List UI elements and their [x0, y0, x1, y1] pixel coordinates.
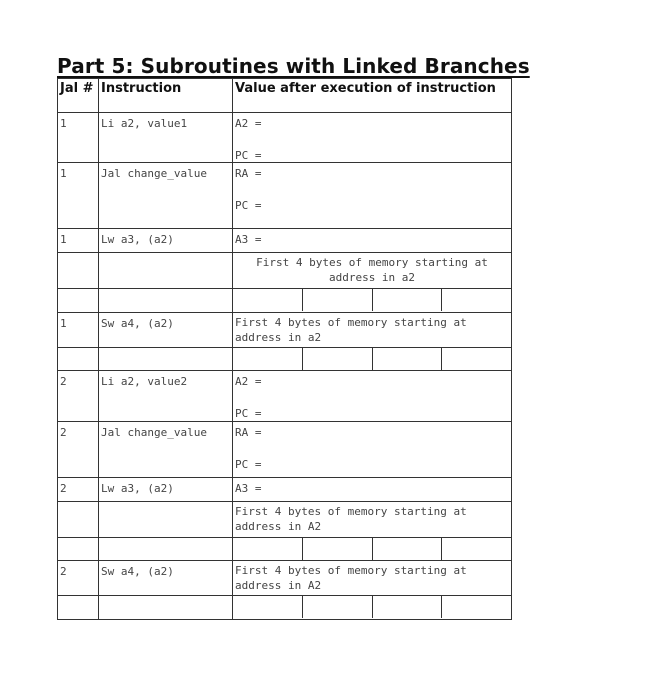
- page-title: Part 5: Subroutines with Linked Branches: [57, 54, 530, 78]
- memory-byte-box[interactable]: [372, 348, 442, 370]
- jal-number: 2: [58, 478, 99, 502]
- value-cell[interactable]: [233, 113, 512, 163]
- register-label: RA =: [235, 167, 262, 180]
- table-row: [58, 561, 512, 596]
- instruction-cell: Li a2, value2: [99, 371, 233, 422]
- table-row: [58, 502, 512, 538]
- jal-number: 1: [58, 229, 99, 253]
- memory-byte-box[interactable]: [442, 348, 512, 370]
- table-row: [58, 253, 512, 289]
- value-cell[interactable]: [233, 371, 512, 422]
- table-row: [58, 113, 512, 163]
- value-cell[interactable]: A3 =: [233, 229, 512, 253]
- table-row: [58, 422, 512, 478]
- jal-number: [58, 253, 99, 289]
- table-row: [58, 371, 512, 422]
- register-label: A2 =: [235, 117, 262, 130]
- instruction-cell: Jal change_value: [99, 163, 233, 229]
- value-cell[interactable]: [233, 163, 512, 229]
- jal-number: 2: [58, 422, 99, 478]
- jal-number: 1: [58, 313, 99, 348]
- memory-byte-box[interactable]: [233, 596, 303, 618]
- jal-number: 1: [58, 163, 99, 229]
- memory-byte-box[interactable]: [442, 289, 512, 311]
- instruction-cell: [99, 253, 233, 289]
- table-row: [58, 313, 512, 348]
- table-row: [58, 538, 512, 561]
- memory-bytes: [233, 348, 512, 371]
- value-cell[interactable]: A3 =: [233, 478, 512, 502]
- memory-byte-box[interactable]: [233, 538, 303, 560]
- value-cell[interactable]: [233, 422, 512, 478]
- memory-label: First 4 bytes of memory starting at address in A2: [233, 561, 512, 596]
- instruction-cell: Sw a4, (a2): [99, 313, 233, 348]
- table-row: [58, 348, 512, 371]
- memory-byte-box[interactable]: [372, 289, 442, 311]
- instruction-cell: Sw a4, (a2): [99, 561, 233, 596]
- memory-byte-box[interactable]: [233, 289, 303, 311]
- memory-bytes: [233, 538, 512, 561]
- memory-byte-box[interactable]: [303, 348, 373, 370]
- instruction-cell: Jal change_value: [99, 422, 233, 478]
- table-row: [58, 596, 512, 620]
- jal-number: 2: [58, 561, 99, 596]
- memory-bytes: [233, 596, 512, 620]
- jal-number: 1: [58, 113, 99, 163]
- pc-label: PC =: [235, 149, 262, 162]
- pc-label: PC =: [235, 458, 262, 471]
- table-row: [58, 478, 512, 502]
- header-jal: Jal #: [58, 79, 99, 113]
- instruction-cell: Lw a3, (a2): [99, 478, 233, 502]
- header-row: [58, 79, 512, 113]
- memory-byte-box[interactable]: [303, 596, 373, 618]
- memory-byte-box[interactable]: [372, 596, 442, 618]
- memory-byte-box[interactable]: [303, 538, 373, 560]
- header-value: Value after execution of instruction: [233, 79, 512, 113]
- register-label: A2 =: [235, 375, 262, 388]
- memory-label: First 4 bytes of memory starting at address in a2: [233, 313, 512, 348]
- instruction-cell: Li a2, value1: [99, 113, 233, 163]
- memory-byte-box[interactable]: [442, 538, 512, 560]
- pc-label: PC =: [235, 199, 262, 212]
- memory-byte-box[interactable]: [303, 289, 373, 311]
- register-label: RA =: [235, 426, 262, 439]
- memory-byte-box[interactable]: [442, 596, 512, 618]
- table-row: [58, 229, 512, 253]
- memory-label: First 4 bytes of memory starting at address in A2: [233, 502, 512, 538]
- memory-byte-box[interactable]: [233, 348, 303, 370]
- table-row: [58, 163, 512, 229]
- memory-bytes: [233, 289, 512, 313]
- jal-number: 2: [58, 371, 99, 422]
- table-row: [58, 289, 512, 313]
- memory-label: First 4 bytes of memory starting at address in a2: [233, 253, 512, 289]
- instruction-table: [57, 78, 512, 620]
- instruction-cell: Lw a3, (a2): [99, 229, 233, 253]
- pc-label: PC =: [235, 407, 262, 420]
- memory-byte-box[interactable]: [372, 538, 442, 560]
- header-instruction: Instruction: [99, 79, 233, 113]
